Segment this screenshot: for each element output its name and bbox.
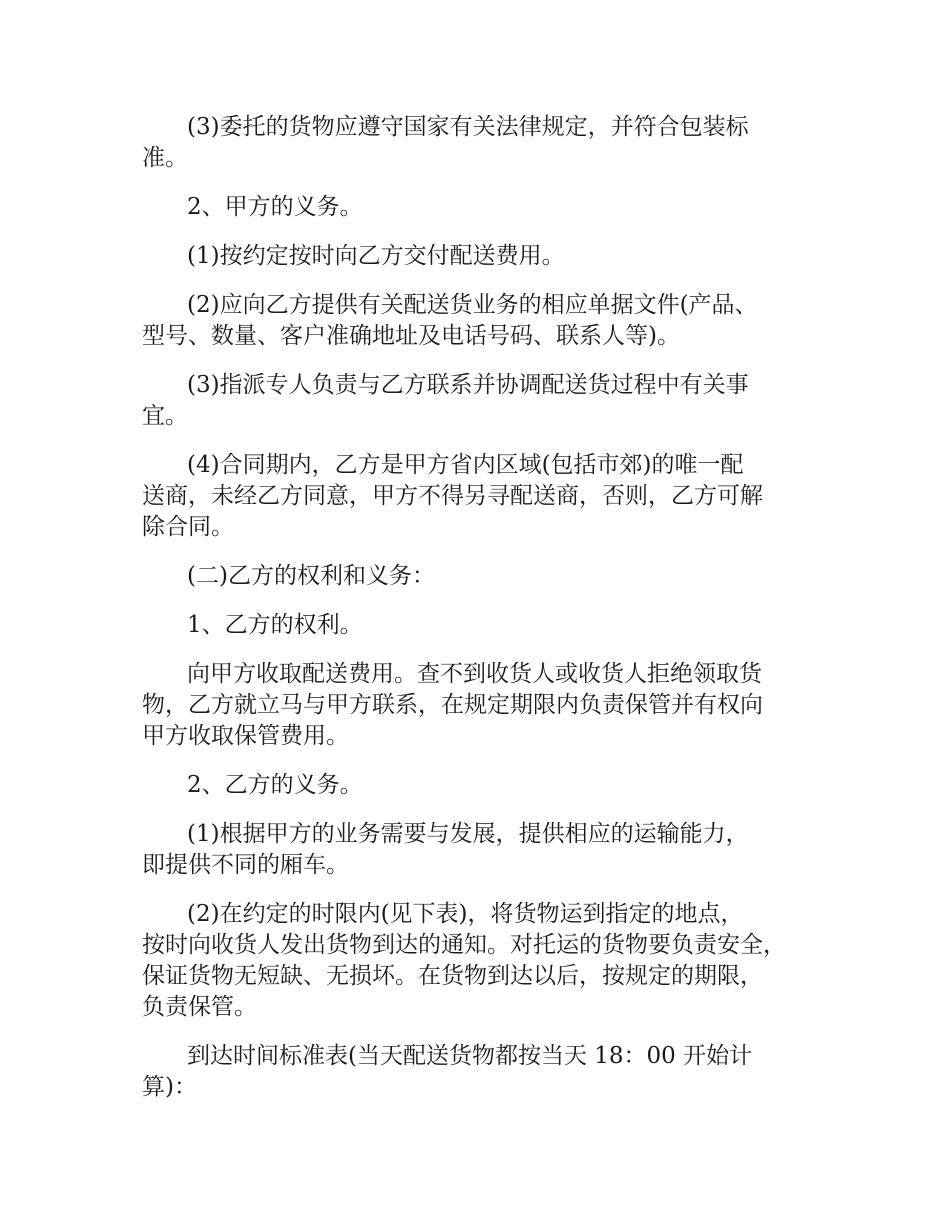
text-line: 准。 bbox=[142, 145, 188, 171]
text-line: 保证货物无短缺、无损坏。在货物到达以后，按规定的期限， bbox=[142, 963, 763, 989]
text-line: 型号、数量、客户准确地址及电话号码、联系人等)。 bbox=[142, 323, 680, 349]
text-line: (1)按约定按时向乙方交付配送费用。 bbox=[187, 243, 565, 269]
text-line: 即提供不同的厢车。 bbox=[142, 852, 349, 878]
document-body bbox=[142, 112, 814, 1121]
text-line: 负责保管。 bbox=[142, 994, 257, 1020]
text-line: (2)在约定的时限内(见下表)，将货物运到指定的地点， bbox=[187, 901, 744, 927]
paragraph bbox=[142, 659, 814, 752]
section-heading bbox=[142, 561, 814, 592]
section-heading bbox=[142, 610, 814, 641]
paragraph bbox=[142, 1041, 814, 1103]
paragraph bbox=[142, 112, 814, 174]
text-line: 1、乙方的权利。 bbox=[187, 612, 363, 638]
text-line: 2、甲方的义务。 bbox=[187, 194, 363, 220]
text-line: 除合同。 bbox=[142, 514, 234, 540]
paragraph bbox=[142, 819, 814, 881]
paragraph bbox=[142, 241, 814, 272]
text-line: 宜。 bbox=[142, 403, 188, 429]
text-line: 2、乙方的义务。 bbox=[187, 772, 363, 798]
paragraph bbox=[142, 899, 814, 1023]
text-line: (二)乙方的权利和义务： bbox=[187, 563, 435, 589]
paragraph bbox=[142, 450, 814, 543]
text-line: 向甲方收取配送费用。查不到收货人或收货人拒绝领取货 bbox=[187, 661, 762, 687]
paragraph bbox=[142, 290, 814, 352]
text-line: 送商，未经乙方同意，甲方不得另寻配送商，否则，乙方可解 bbox=[142, 483, 763, 509]
text-line: 到达时间标准表(当天配送货物都按当天 18：00 开始计 bbox=[187, 1043, 753, 1069]
text-line: 甲方收取保管费用。 bbox=[142, 723, 349, 749]
paragraph bbox=[142, 370, 814, 432]
text-line: (3)指派专人负责与乙方联系并协调配送货过程中有关事 bbox=[187, 372, 749, 398]
text-line: (1)根据甲方的业务需要与发展，提供相应的运输能力， bbox=[187, 821, 749, 847]
section-heading bbox=[142, 192, 814, 223]
text-line: 按时向收货人发出货物到达的通知。对托运的货物要负责安全， bbox=[142, 932, 786, 958]
text-line: (4)合同期内，乙方是甲方省内区域(包括市郊)的唯一配 bbox=[187, 452, 744, 478]
section-heading bbox=[142, 770, 814, 801]
text-line: 算)： bbox=[142, 1074, 197, 1100]
text-line: 物，乙方就立马与甲方联系，在规定期限内负责保管并有权向 bbox=[142, 692, 763, 718]
text-line: (2)应向乙方提供有关配送货业务的相应单据文件(产品、 bbox=[187, 292, 758, 318]
text-line: (3)委托的货物应遵守国家有关法律规定，并符合包装标 bbox=[187, 114, 749, 140]
